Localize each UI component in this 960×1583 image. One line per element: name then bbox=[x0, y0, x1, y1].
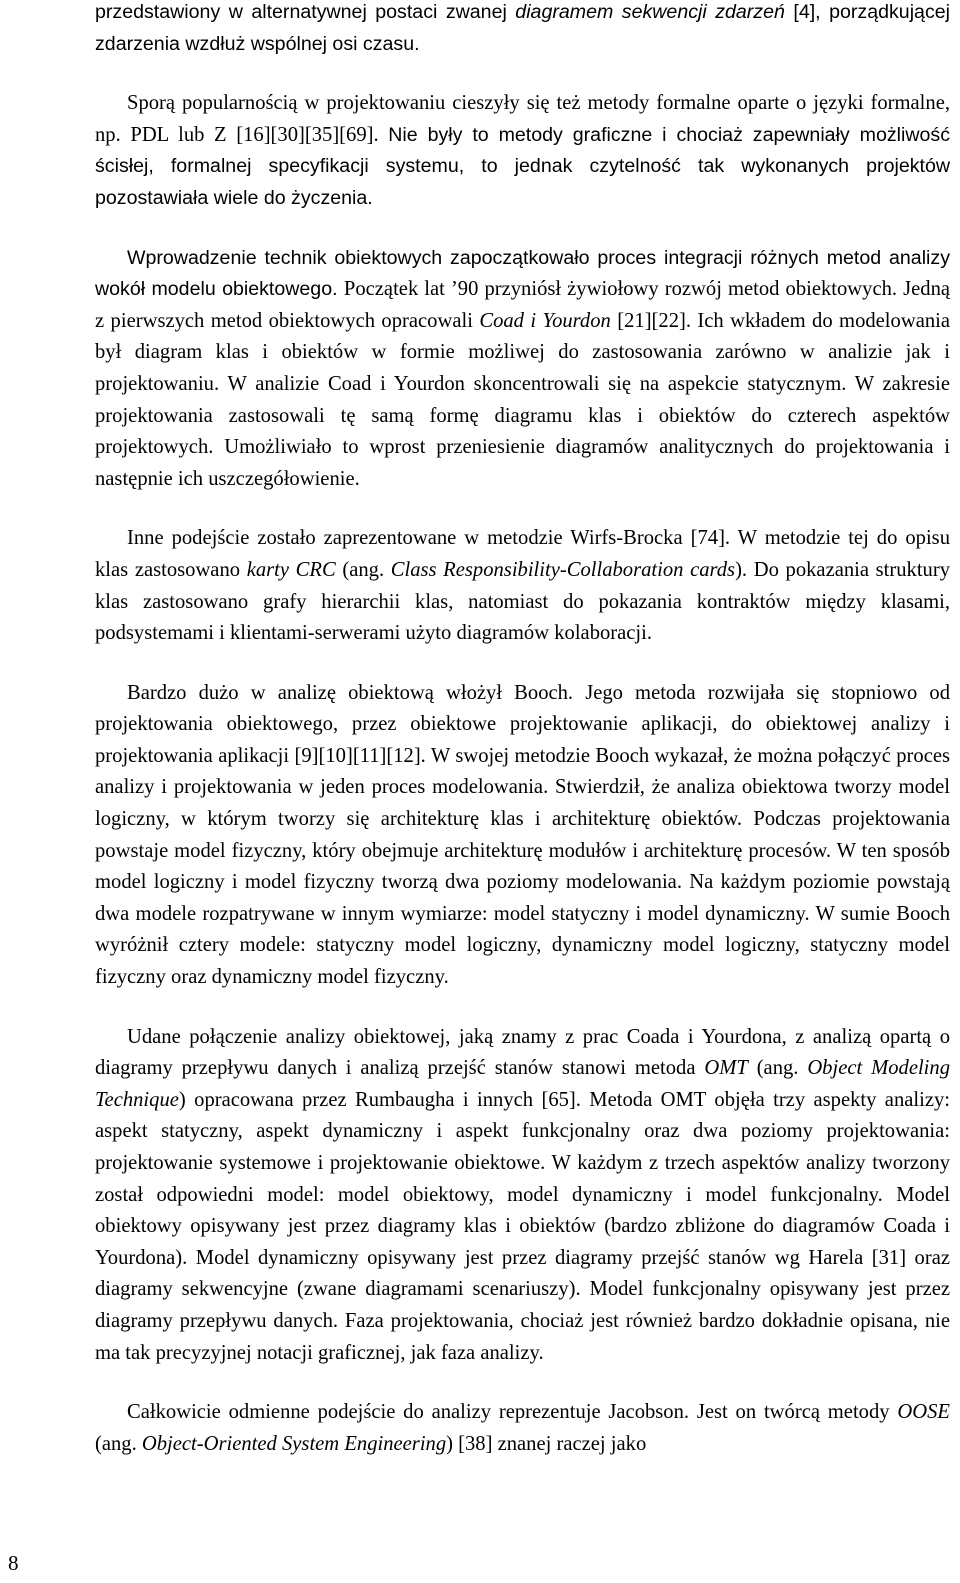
italic-run: OOSE bbox=[897, 1401, 950, 1424]
text-run: (ang. bbox=[335, 558, 391, 581]
text-run: Wprowadzenie technik obiektowych zapoczątkowało proces integracji różnych metod analizy wokół modelu obiektowego. bbox=[95, 246, 950, 301]
document-page bbox=[95, 0, 950, 1488]
italic-run: karty CRC bbox=[246, 558, 336, 581]
text-run: Udane połączenie analizy obiektowej, jaką znamy z prac Coada i Yourdona, z analizą opartą o diagramy przepływu danych i analizą przejść stanów stanowi metoda bbox=[95, 1025, 950, 1080]
paragraph-6 bbox=[95, 1397, 950, 1460]
italic-run: Coad i Yourdon bbox=[479, 309, 611, 332]
text-run: Inne podejście zostało zaprezentowane w metodzie Wirfs-Brocka [74]. W metodzie tej do opisu klas zastosowano bbox=[95, 527, 950, 581]
text-run: Bardzo dużo w analizę obiektową włożył Booch. Jego metoda rozwijała się stopniowo od projektowania obiektowego, przez obiektowe projektowanie aplikacji, do obiektowej analizy i projektowania aplikacji [9][10][11][12]. W swojej metodzie Booch wykazał, że można połączyć proces analizy i projektowania w jeden proces modelowania. Stwierdził, że analiza obiektowa tworzy model logiczny, w którym tworzy się architekturę klas i architekturę obiektów. Podczas projektowania powstaje model fizyczny, który obejmuje architekturę modułów i architekturę procesów. W ten sposób model logiczny i model fizyczny tworzą dwa poziomy modelowania. Na każdym poziomie powstają dwa modele rozpatrywane w innym wymiarze: model statyczny i model dynamiczny. W sumie Booch wyróżnił cztery modele: statyczny model logiczny, dynamiczny model logiczny, statyczny model fizyczny oraz dynamiczny model fizyczny. bbox=[95, 681, 950, 989]
text-run: Sporą popularnością w projektowaniu cieszyły się też metody formalne oparte o języki formalne, np. PDL lub Z [16][30][35][69]. bbox=[95, 92, 950, 146]
paragraph-2 bbox=[95, 243, 950, 496]
page-number: 8 bbox=[8, 1551, 19, 1575]
paragraph-4 bbox=[95, 678, 950, 994]
italic-run: Class Responsibility-Collaboration cards bbox=[390, 558, 736, 581]
paragraph-5 bbox=[95, 1022, 950, 1370]
italic-run: OMT bbox=[704, 1057, 748, 1080]
italic-run: Object Modeling Technique bbox=[95, 1057, 951, 1111]
text-run: (ang. bbox=[95, 1432, 142, 1455]
paragraph-3 bbox=[95, 523, 950, 649]
italic-run: diagramem sekwencji zdarzeń bbox=[515, 1, 785, 23]
text-run: ). Do pokazania struktury klas zastosowano grafy hierarchii klas, natomiast do pokazania kontraktów między klasami, podsystemami i klientami-serwerami użyto diagramów kolaboracji. bbox=[95, 558, 951, 645]
text-run: Nie były to metody graficzne i chociaż zapewniały możliwość ścisłej, formalnej specyfikacji systemu, to jednak czytelność tak wykonanych projektów pozostawiała wiele do życzenia. bbox=[95, 123, 951, 209]
text-run: przedstawiony w alternatywnej postaci zwanej bbox=[95, 1, 516, 23]
text-run: ) opracowana przez Rumbaugha i innych [65]. Metoda OMT objęła trzy aspekty analizy: aspekt statyczny, aspekt dynamiczny i aspekt funkcjonalny oraz dwa poziomy projektowania: projektowanie systemowe i projektowanie obiektowe. W każdym z trzech aspektów analizy tworzony został odpowiedni model: model obiektowy, model dynamiczny i model funkcjonalny. Model obiektowy opisywany jest przez diagramy klas i obiektów (bardzo zbliżone do diagramów Coada i Yourdona). Model dynamiczny opisywany jest przez diagramy przejść stanów wg Harela [31] oraz diagramy sekwencyjne (zwane diagramami scenariuszy). Model funkcjonalny opisywany jest przez diagramy przepływu danych. Faza projektowania, chociaż jest również bardzo dokładnie opisana, nie ma tak precyzyjnej notacji graficznej, jak faza analizy. bbox=[95, 1088, 950, 1364]
paragraph-1 bbox=[95, 88, 950, 214]
text-run: [4], porządkującej zdarzenia wzdłuż wspólnej osi czasu. bbox=[95, 1, 950, 55]
text-run: Jedną z pierwszych metod obiektowych opracowali bbox=[95, 278, 951, 332]
paragraph-0 bbox=[95, 0, 950, 60]
text-run: Całkowicie odmienne podejście do analizy reprezentuje Jacobson. Jest on twórcą metody bbox=[127, 1401, 898, 1424]
text-run: Początek lat ’90 przyniósł żywiołowy rozwój metod obiektowych. bbox=[343, 278, 904, 301]
italic-run: Object-Oriented System Engineering bbox=[141, 1432, 447, 1455]
text-run: (ang. bbox=[747, 1057, 808, 1080]
text-run: [21][22]. Ich wkładem do modelowania był diagram klas i obiektów w formie możliwej do zastosowania zarówno w analizie jak i projektowaniu. W analizie Coad i Yourdon skoncentrowali się na aspekcie statycznym. W zakresie projektowania zastosowali tę samą formę diagramu klas i obiektów do czterech aspektów projektowych. Umożliwiało to wprost przeniesienie diagramów analitycznych do projektowania i następnie ich uszczegółowienie. bbox=[95, 309, 950, 490]
text-run: ) [38] znanej raczej jako bbox=[446, 1432, 647, 1455]
